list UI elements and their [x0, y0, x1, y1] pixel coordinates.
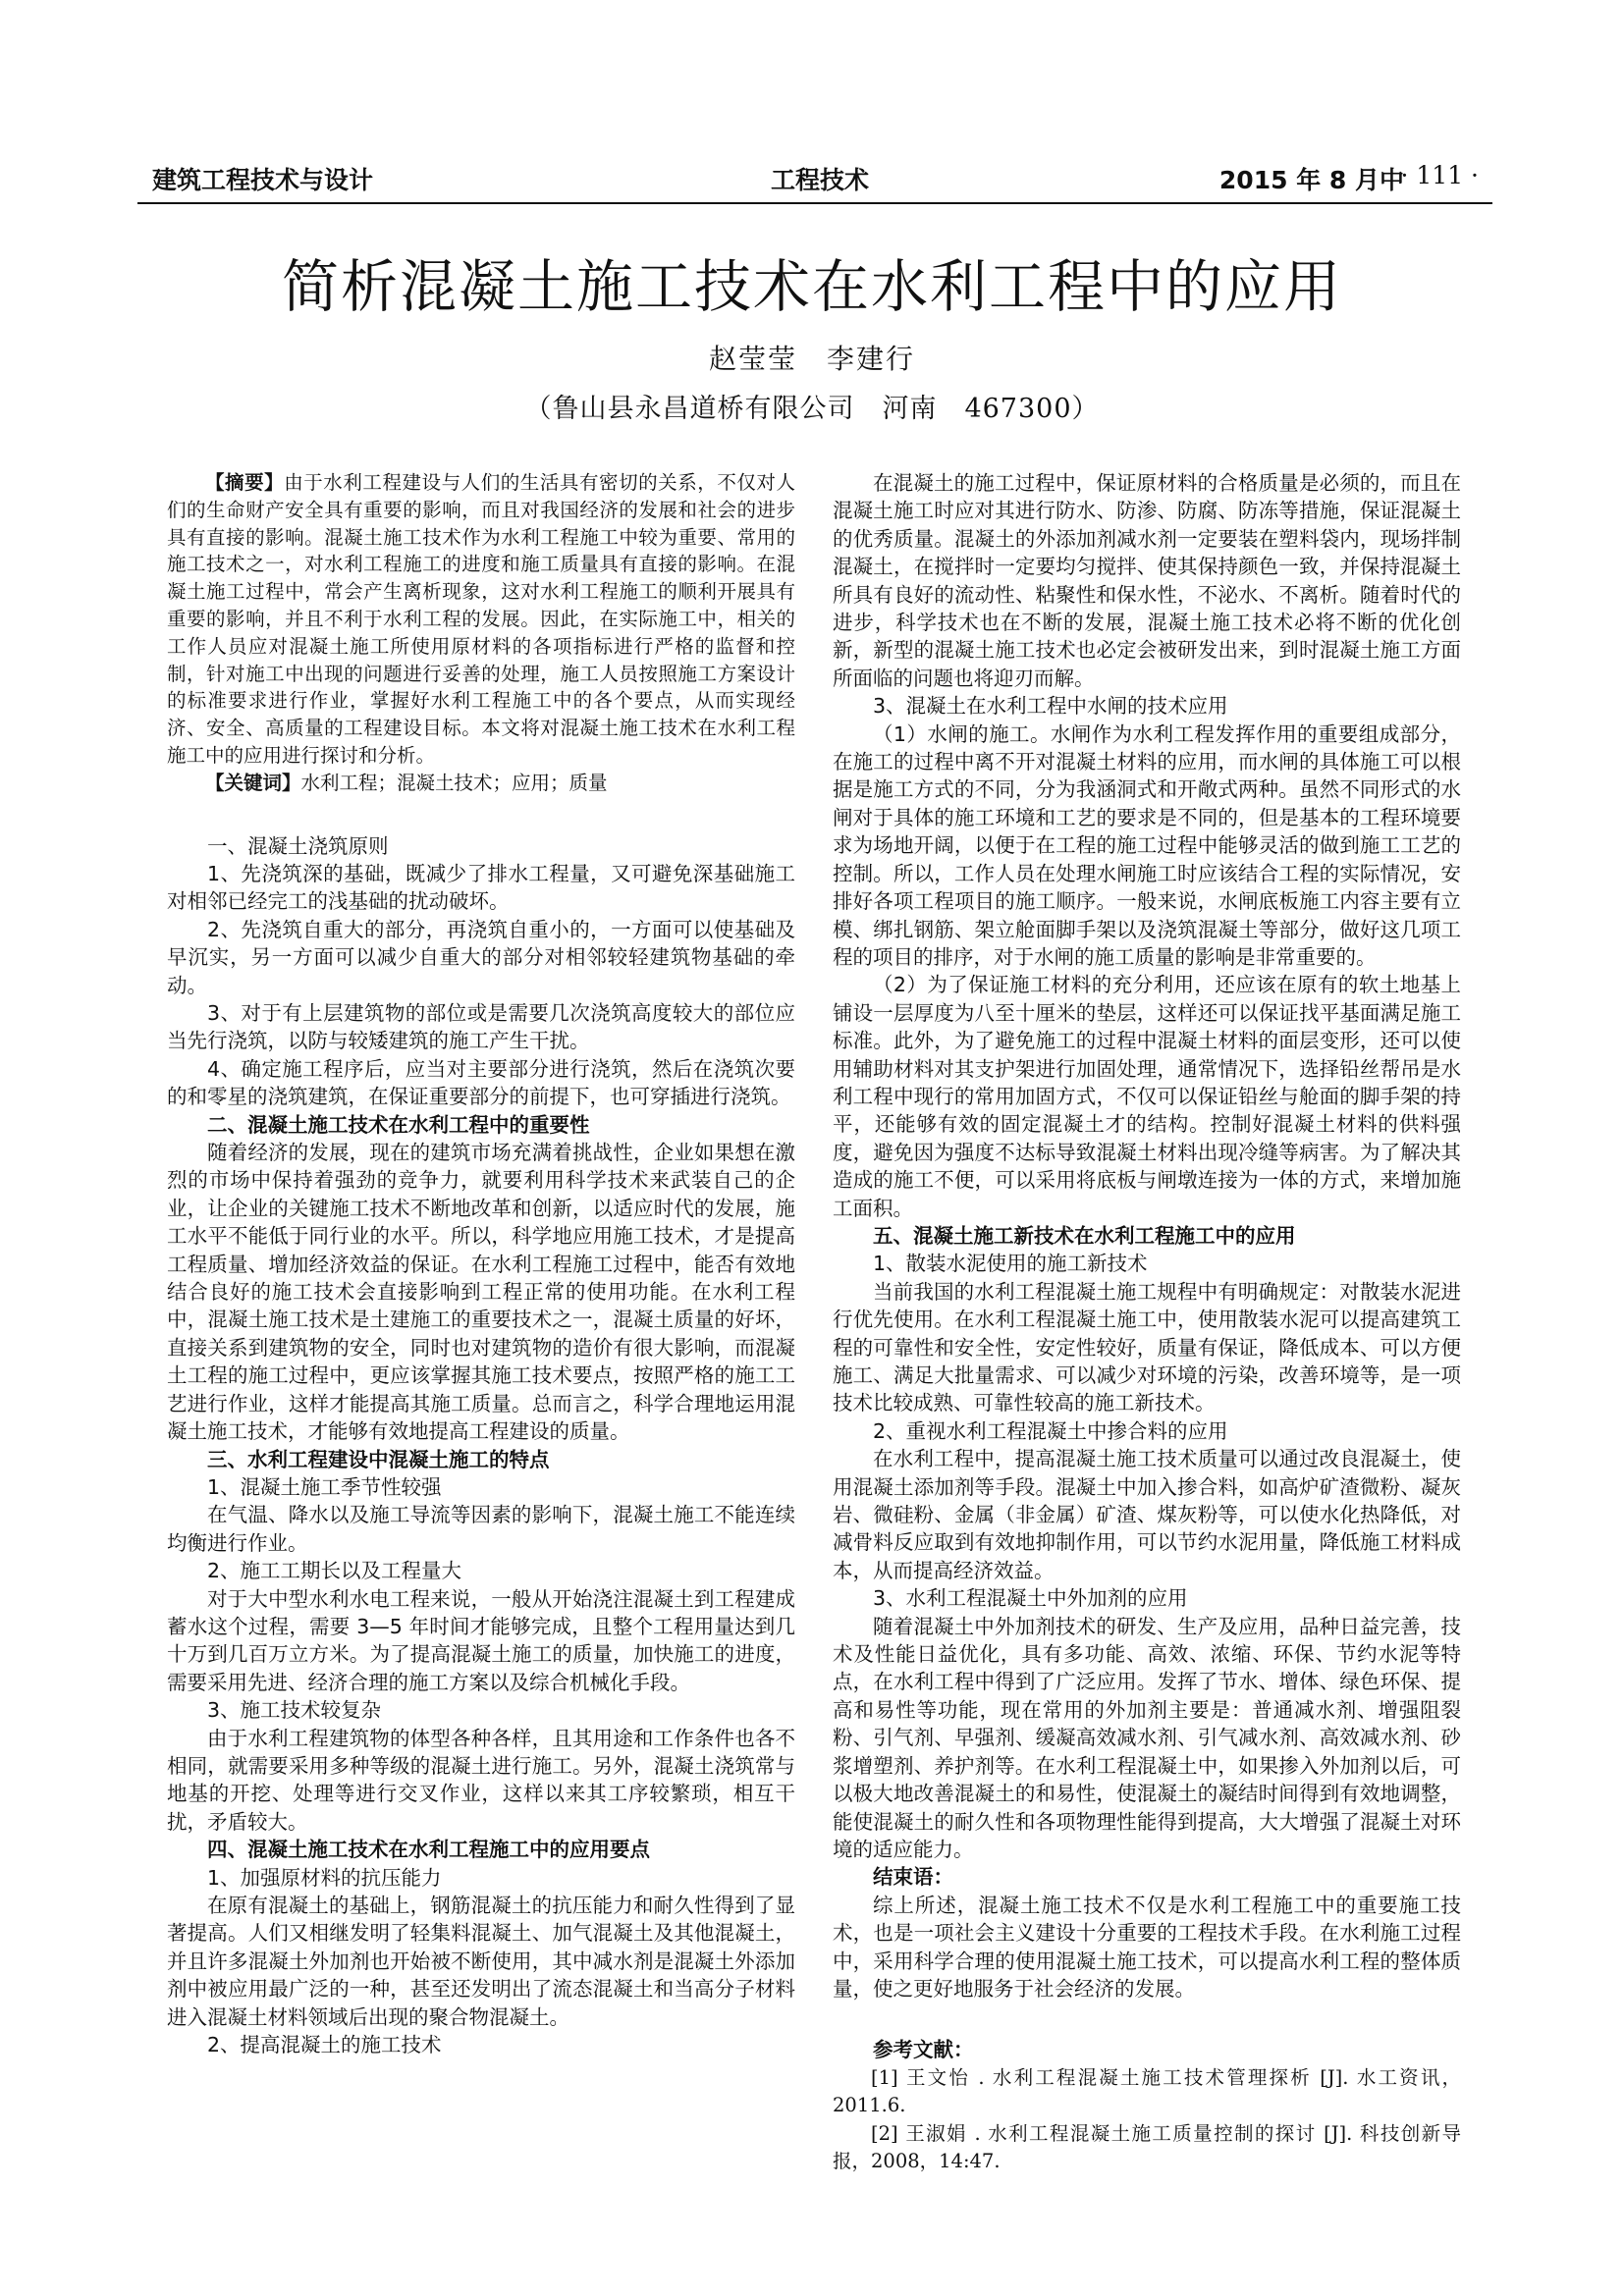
section-name: 工程技术 [771, 166, 870, 194]
left-column [167, 469, 795, 2058]
section-5-paragraph: 当前我国的水利工程混凝土施工规程中有明确规定：对散装水泥进行优先使用。在水利工程混凝土施工中，使用散装水泥可以提高建筑工程的可靠性和安全性，安定性较好，质量有保证，降低成本、可以方便施工、满足大批量需求、可以减少对环境的污染，改善环境等，是一项技术比较成熟、可靠性较高的施工新技术。 [833, 1279, 1461, 1415]
page-number: · 111 · [1400, 161, 1479, 189]
section-1-paragraph: 3、对于有上层建筑物的部位或是需要几次浇筑高度较大的部位应当先行浇筑，以防与较矮建筑的施工产生干扰。 [167, 1001, 795, 1053]
section-3-subheading: 2、施工工期长以及工程量大 [207, 1559, 462, 1583]
section-4-paragraph: （2）为了保证施工材料的充分利用，还应该在原有的软土地基上铺设一层厚度为八至十厘米的垫层，这样还可以保证找平基面满足施工标准。此外，为了避免施工的过程中混凝土材料的面层变形，还可以使用辅助材料对其支护架进行加固处理，通常情况下，选择铅丝帮吊是水利工程中现行的常用加固方式，不仅可以保证铅丝与舱面的脚手架的持平，还能够有效的固定混凝土才的结构。控制好混凝土材料的供料强度，避免因为强度不达标导致混凝土材料出现冷缝等病害。为了解决其造成的施工不便，可以采用将底板与闸墩连接为一体的方式，来增加施工面积。 [833, 973, 1461, 1220]
journal-name: 建筑工程技术与设计 [152, 166, 374, 194]
section-5-paragraph: 在水利工程中，提高混凝土施工技术质量可以通过改良混凝土，使用混凝土添加剂等手段。混凝土中加入掺合料，如高炉矿渣微粉、凝灰岩、微硅粉、金属（非金属）矿渣、煤灰粉等，可以使水化热降低，对减骨料反应取到有效地抑制作用，可以节约水泥用量，降低施工材料成本，从而提高经济效益。 [833, 1447, 1461, 1582]
section-5-subheading: 2、重视水利工程混凝土中掺合料的应用 [873, 1418, 1228, 1443]
section-3-heading: 三、水利工程建设中混凝土施工的特点 [207, 1447, 550, 1471]
section-5-paragraph: 随着混凝土中外加剂技术的研发、生产及应用，品种日益完善，技术及性能日益优化，具有多功能、高效、浓缩、环保、节约水泥等特点，在水利工程中得到了广泛应用。发挥了节水、增体、绿色环保、提高和易性等功能，现在常用的外加剂主要是：普通减水剂、增强阻裂粉、引气剂、早强剂、缓凝高效减水剂、引气减水剂、高效减水剂、砂浆增塑剂、养护剂等。在水利工程混凝土中，如果掺入外加剂以后，可以极大地改善混凝土的和易性，使混凝土的凝结时间得到有效地调整，能使混凝土的耐久性和各项物理性能得到提高，大大增强了混凝土对环境的适应能力。 [833, 1614, 1461, 1861]
conclusion-heading: 结束语： [873, 1865, 953, 1890]
abstract-paragraph [167, 469, 795, 770]
issue-date: 2015 年 8 月中 [1218, 166, 1404, 194]
references-block [833, 2036, 1461, 2175]
section-3-paragraph: 在气温、降水以及施工导流等因素的影响下，混凝土施工不能连续均衡进行作业。 [167, 1503, 795, 1555]
section-5-subheading: 3、水利工程混凝土中外加剂的应用 [873, 1586, 1188, 1611]
article-authors: 赵莹莹 李建行 [708, 343, 915, 375]
section-4-heading: 四、混凝土施工技术在水利工程施工中的应用要点 [207, 1838, 650, 1862]
section-1-paragraph: 4、确定施工程序后，应当对主要部分进行浇筑，然后在浇筑次要的和零星的浇筑建筑，在保证重要部分的前提下，也可穿插进行浇筑。 [167, 1056, 795, 1109]
section-4-subheading: 2、提高混凝土的施工技术 [207, 2033, 442, 2057]
article-title: 简析混凝土施工技术在水利工程中的应用 [281, 253, 1342, 320]
running-header [137, 157, 1492, 204]
section-2-heading: 二、混凝土施工技术在水利工程中的重要性 [207, 1112, 590, 1137]
section-1-heading: 一、混凝土浇筑原则 [207, 833, 389, 858]
keywords-paragraph [167, 770, 795, 797]
section-4-subheading: 3、混凝土在水利工程中水闸的技术应用 [873, 694, 1228, 719]
references-heading: 参考文献： [873, 2038, 974, 2062]
right-column [833, 469, 1461, 2175]
abstract-text: 由于水利工程建设与人们的生活具有密切的关系，不仅对人们的生命财产安全具有重要的影响，而且对我国经济的发展和社会的进步具有直接的影响。混凝土施工技术作为水利工程施工中较为重要、常用的施工技术之一，对水利工程施工的进度和施工质量具有直接的影响。在混凝土施工过程中，常会产生离析现象，这对水利工程施工的顺利开展具有重要的影响，并且不利于水利工程的发展。因此，在实际施工中，相关的工作人员应对混凝土施工所使用原材料的各项指标进行严格的监督和控制，针对施工中出现的问题进行妥善的处理，施工人员按照施工方案设计的标准要求进行作业，掌握好水利工程施工中的各个要点，从而实现经济、安全、高质量的工程建设目标。本文将对混凝土施工技术在水利工程施工中的应用进行探讨和分析。 [167, 471, 795, 767]
reference-item: [2] 王淑娟 . 水利工程混凝土施工质量控制的探讨 [J]. 科技创新导报，2008，14:47. [833, 2121, 1461, 2172]
section-2-paragraph: 随着经济的发展，现在的建筑市场充满着挑战性，企业如果想在激烈的市场中保持着强劲的竞争力，就要利用科学技术来武装自己的企业，让企业的关键施工技术不断地改革和创新，以适应时代的发展，施工水平不能低于同行业的水平。所以，科学地应用施工技术，才是提高工程质量、增加经济效益的保证。在水利工程施工过程中，能否有效地结合良好的施工技术会直接影响到工程正常的使用功能。在水利工程中，混凝土施工技术是土建施工的重要技术之一，混凝土质量的好坏，直接关系到建筑物的安全，同时也对建筑物的造价有很大影响，而混凝土工程的施工过程中，更应该掌握其施工技术要点，按照严格的施工工艺进行作业，这样才能提高其施工质量。总而言之，科学合理地运用混凝土施工技术，才能够有效地提高工程建设的质量。 [167, 1141, 795, 1444]
article-affiliation: （鲁山县永昌道桥有限公司 河南 467300） [524, 394, 1100, 424]
keywords-label: 【关键词】 [205, 771, 301, 794]
section-3-paragraph: 由于水利工程建筑物的体型各种各样，且其用途和工作条件也各不相同，就需要采用多种等级的混凝土进行施工。另外，混凝土浇筑常与地基的开挖、处理等进行交叉作业，这样以来其工序较繁琐，相互干扰，矛盾较大。 [167, 1726, 795, 1834]
section-5-heading: 五、混凝土施工新技术在水利工程施工中的应用 [873, 1223, 1296, 1248]
section-1-paragraph: 1、先浇筑深的基础，既减少了排水工程量，又可避免深基础施工对相邻已经完工的浅基础的扰动破坏。 [167, 861, 795, 914]
section-4-paragraph: 在混凝土的施工过程中，保证原材料的合格质量是必须的，而且在混凝土施工时应对其进行防水、防渗、防腐、防冻等措施，保证混凝土的优秀质量。混凝土的外添加剂减水剂一定要装在塑料袋内，现场拌制混凝土，在搅拌时一定要均匀搅拌、使其保持颜色一致，并保持混凝土所具有良好的流动性、粘聚性和保水性，不泌水、不离析。随着时代的进步，科学技术也在不断的发展，混凝土施工技术必将不断的优化创新，新型的混凝土施工技术也必定会被研发出来，到时混凝土施工方面所面临的问题也将迎刃而解。 [833, 471, 1461, 690]
abstract-label: 【摘要】 [205, 471, 285, 494]
section-4-paragraph: 在原有混凝土的基础上，钢筋混凝土的抗压能力和耐久性得到了显著提高。人们又相继发明了轻集料混凝土、加气混凝土及其他混凝土，并且许多混凝土外加剂也开始被不断使用，其中减水剂是混凝土外添加剂中被应用最广泛的一种，甚至还发明出了流态混凝土和当高分子材料进入混凝土材料领域后出现的聚合物混凝土。 [167, 1894, 795, 2029]
section-4-subheading: 1、加强原材料的抗压能力 [207, 1865, 442, 1890]
section-1-paragraph: 2、先浇筑自重大的部分，再浇筑自重小的，一方面可以使基础及早沉实，另一方面可以减少自重大的部分对相邻较轻建筑物基础的牵动。 [167, 917, 795, 997]
section-3-paragraph: 对于大中型水利水电工程来说，一般从开始浇注混凝土到工程建成蓄水这个过程，需要 3—5 年时间才能够完成，且整个工程用量达到几十万到几百万立方米。为了提高混凝土施工的质量，加快施工的进度，需要采用先进、经济合理的施工方案以及综合机械化手段。 [167, 1586, 795, 1694]
section-3-subheading: 3、施工技术较复杂 [207, 1698, 382, 1723]
section-4-paragraph: （1）水闸的施工。水闸作为水利工程发挥作用的重要组成部分，在施工的过程中离不开对混凝土材料的应用，而水闸的具体施工可以根据是施工方式的不同，分为我涵洞式和开敞式两种。虽然不同形式的水闸对于具体的施工环境和工艺的要求是不同的，但是基本的工程环境要求为场地开阔，以便于在工程的施工过程中能够灵活的做到施工工艺的控制。所以，工作人员在处理水闸施工时应该结合工程的实际情况，安排好各项工程项目的施工顺序。一般来说，水闸底板施工内容主要有立模、绑扎钢筋、架立舱面脚手架以及浇筑混凝土等部分，做好这几项工程的项目的排序，对于水闸的施工质量的影响是非常重要的。 [833, 721, 1461, 969]
section-5-subheading: 1、散装水泥使用的施工新技术 [873, 1252, 1148, 1276]
conclusion-paragraph: 综上所述，混凝土施工技术不仅是水利工程施工中的重要施工技术，也是一项社会主义建设十分重要的工程技术手段。在水利施工过程中，采用科学合理的使用混凝土施工技术，可以提高水利工程的整体质量，使之更好地服务于社会经济的发展。 [833, 1893, 1461, 2001]
abstract-block [167, 469, 795, 797]
section-3-subheading: 1、混凝土施工季节性较强 [207, 1474, 442, 1499]
reference-item: [1] 王文怡 . 水利工程混凝土施工技术管理探析 [J]. 水工资讯，2011.6. [833, 2065, 1461, 2117]
keywords-text: 水利工程；混凝土技术；应用；质量 [300, 771, 608, 794]
